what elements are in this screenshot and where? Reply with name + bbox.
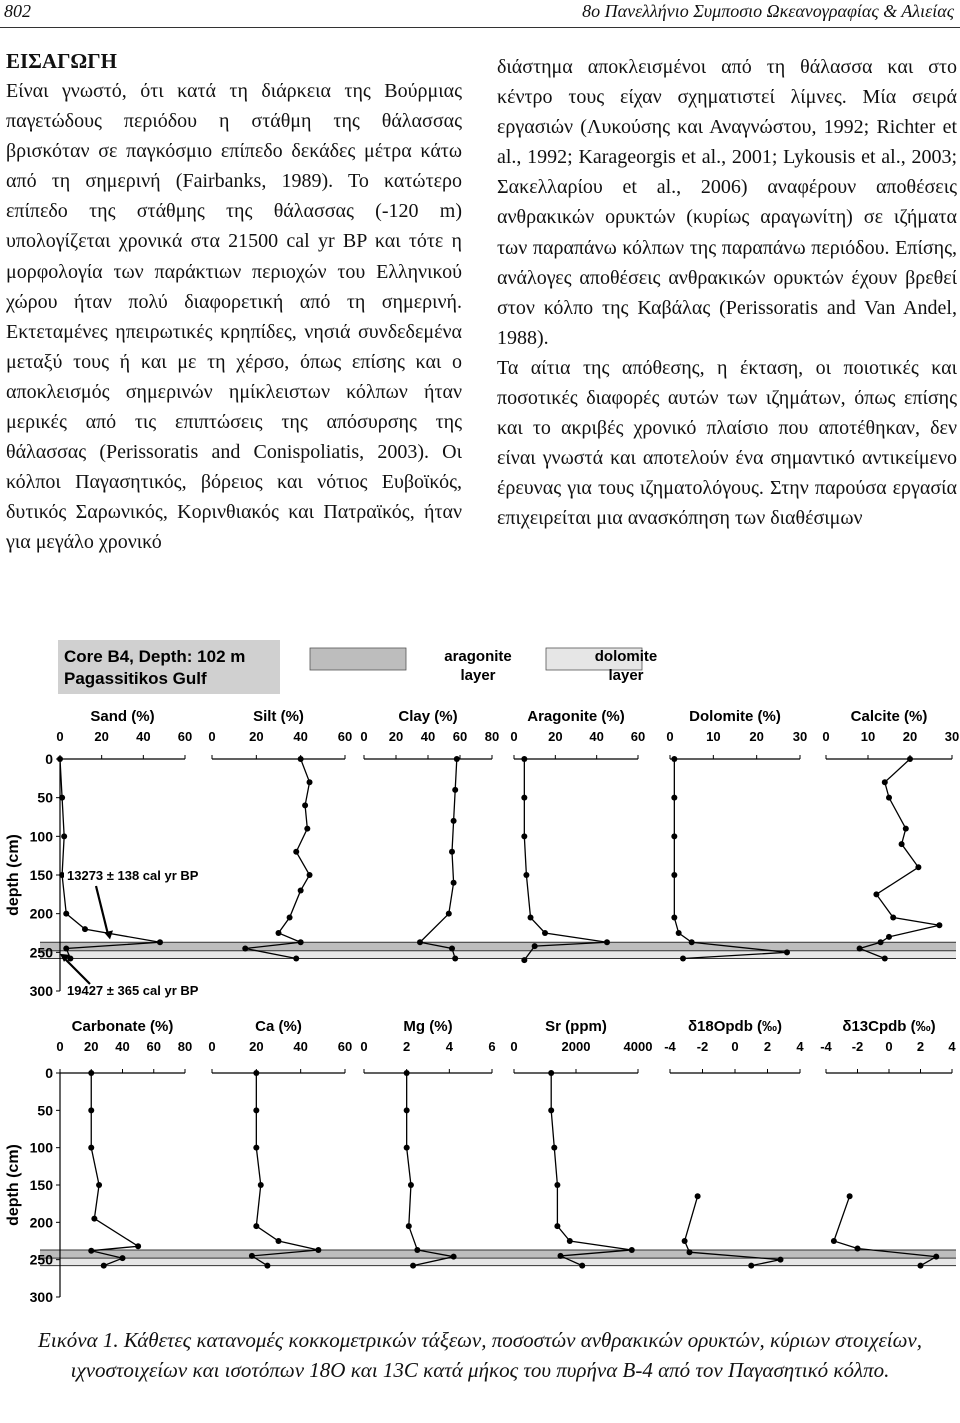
data-point: [91, 1216, 97, 1222]
data-point: [903, 826, 909, 832]
panel-tick-label: 60: [337, 1039, 353, 1054]
panel-tick-label: 40: [293, 729, 308, 744]
data-point: [523, 872, 529, 878]
panel-tick-label: 20: [548, 729, 563, 744]
data-point: [406, 1223, 412, 1229]
series-line: [252, 1073, 319, 1266]
legend-label: layer: [608, 667, 644, 684]
chart-subtitle: Pagassitikos Gulf: [64, 669, 207, 688]
data-point: [899, 841, 905, 847]
panel-title: Sr (ppm): [545, 1018, 607, 1035]
depth-tick-label: 100: [29, 1139, 53, 1156]
panel-tick-label: 60: [146, 1039, 161, 1054]
data-point: [604, 939, 610, 945]
right-paragraph-2: Τα αίτια της απόθεσης, η έκταση, οι ποιοτικές και ποσοτικές διαφορές αυτών των ιζημάτων, όπως επίσης και το ακριβές χρονικό πλαίσιο που αποτέθηκαν, δεν είναι γνωστά και αποτελούν ένα σημαντικό αντικείμενο έρευνας για τους ιζηματολόγους. Στην παρούσα εργασία επιχειρείται μια ανασκόπηση των διαθέσιμων: [497, 356, 957, 530]
data-point: [687, 1249, 693, 1255]
depth-tick-label: 150: [29, 1177, 53, 1193]
figure-core-profiles: [0, 628, 960, 1318]
series-line: [407, 1073, 454, 1266]
panel-tick-label: 0: [360, 1039, 368, 1054]
data-point: [88, 1107, 94, 1113]
page-header: [0, 0, 960, 26]
data-point: [936, 922, 942, 928]
panel-tick-label: 4: [445, 1039, 453, 1054]
series-line: [551, 1073, 632, 1266]
data-point: [831, 1238, 837, 1244]
panel-tick-label: -4: [664, 1039, 676, 1054]
data-point: [276, 1238, 282, 1244]
age-annotation: 19427 ± 365 cal yr BP: [67, 983, 199, 998]
depth-axis-label: depth (cm): [5, 1144, 22, 1226]
data-point: [253, 1223, 259, 1229]
panel-tick-label: 20: [249, 1039, 264, 1054]
data-point: [878, 939, 884, 945]
data-point: [551, 1145, 557, 1151]
data-point: [890, 915, 896, 921]
depth-tick-label: 200: [29, 905, 53, 922]
data-point: [451, 1254, 457, 1260]
right-paragraph-1: διάστημα αποκλεισμένοι από τη θάλασσα και στο κέντρο τους είχαν σχηματιστεί λίμνες. Μία σειρά εργασιών (Λυκούσης και Αναγνώστου, 1992; Richter et al., 1992; Karageorgis et al., 2001; Lykousis et al., 2003; Σακελλαρίου et al., 2006) αναφέρουν αποθέσεις ανθρακικών ορυκτών (κυρίως αραγωνίτη) σε ιζήματα των παραπάνω κόλπων της παραπάνω περιόδου. Επίσης, ανάλογες αποθέσεις ανθρακικών ορυκτών έχουν βρεθεί στον κόλπο της Καβάλας (Perissoratis and Van Andel, 1988).: [497, 56, 957, 349]
section-heading: ΕΙΣΑΓΩΓΗ: [6, 49, 117, 73]
panel-title: Clay (%): [398, 708, 458, 725]
data-point: [101, 1263, 107, 1269]
panel-title: Carbonate (%): [71, 1018, 174, 1035]
data-point: [61, 833, 67, 839]
panel-tick-label: 40: [420, 729, 436, 744]
panel-title: δ13Cpdb (‰): [842, 1018, 936, 1035]
annotation-arrowhead: [104, 930, 113, 939]
data-point: [135, 1243, 141, 1249]
panel-tick-label: 40: [589, 729, 604, 744]
panel-tick-label: 0: [885, 1039, 893, 1054]
data-point: [276, 930, 282, 936]
panel-tick-label: 6: [488, 1039, 496, 1054]
panel-tick-label: 60: [337, 729, 353, 744]
panel-tick-label: 20: [249, 729, 264, 744]
data-point: [63, 945, 69, 951]
data-point: [521, 795, 527, 801]
data-point: [886, 934, 892, 940]
data-point: [452, 787, 458, 793]
panel-tick-label: 30: [792, 729, 808, 744]
age-annotation: 13273 ± 138 cal yr BP: [67, 868, 199, 883]
panel-title: Sand (%): [90, 708, 155, 725]
data-point: [671, 833, 677, 839]
data-point: [847, 1193, 853, 1199]
panel-tick-label: 2000: [561, 1039, 591, 1054]
series-line: [245, 759, 309, 959]
data-point: [548, 1107, 554, 1113]
data-point: [404, 1070, 410, 1076]
data-point: [449, 849, 455, 855]
data-point: [298, 756, 304, 762]
data-point: [287, 915, 293, 921]
data-point: [408, 1182, 414, 1188]
data-point: [933, 1254, 939, 1260]
panel-tick-label: 80: [177, 1039, 193, 1054]
data-point: [676, 930, 682, 936]
panel-tick-label: 0: [56, 1039, 64, 1054]
depth-tick-label: 50: [37, 789, 53, 806]
panel-tick-label: 80: [484, 729, 500, 744]
data-point: [554, 1223, 560, 1229]
panel-tick-label: 10: [860, 729, 876, 744]
data-point: [414, 1247, 420, 1253]
panel-tick-label: 0: [56, 729, 64, 744]
data-point: [88, 1145, 94, 1151]
data-point: [918, 1263, 924, 1269]
panel-tick-label: 60: [452, 729, 468, 744]
depth-tick-label: 0: [45, 751, 53, 767]
data-point: [567, 1238, 573, 1244]
data-point: [558, 1253, 564, 1259]
data-point: [671, 915, 677, 921]
header-rule: [0, 27, 960, 28]
panel-tick-label: 20: [902, 729, 918, 744]
data-point: [452, 956, 458, 962]
panel-tick-label: 2: [916, 1039, 925, 1054]
panel-tick-label: -4: [820, 1039, 832, 1054]
data-point: [293, 849, 299, 855]
data-point: [59, 795, 65, 801]
panel-tick-label: 0: [208, 729, 216, 744]
panel-tick-label: -2: [851, 1039, 864, 1054]
data-point: [298, 887, 304, 893]
data-point: [253, 1145, 259, 1151]
left-column: [6, 48, 462, 558]
data-point: [298, 939, 304, 945]
data-point: [521, 957, 527, 963]
data-point: [689, 939, 695, 945]
chart-title: Core B4, Depth: 102 m: [64, 647, 246, 666]
data-point: [671, 795, 677, 801]
panel-title: Aragonite (%): [527, 708, 625, 725]
panel-title: Mg (%): [403, 1018, 453, 1035]
panel-tick-label: 10: [706, 729, 721, 744]
data-point: [304, 826, 310, 832]
dolomite-layer-band: [40, 951, 956, 959]
aragonite-layer-band: [40, 942, 956, 951]
data-point: [629, 1247, 635, 1253]
data-point: [82, 926, 88, 932]
panel-tick-label: 2: [403, 1039, 411, 1054]
data-point: [307, 779, 313, 785]
series-line: [420, 759, 457, 959]
data-point: [873, 891, 879, 897]
panel-tick-label: 0: [208, 1039, 216, 1054]
panel-tick-label: 60: [177, 729, 193, 744]
data-point: [249, 1253, 255, 1259]
data-point: [680, 956, 686, 962]
data-point: [404, 1107, 410, 1113]
depth-tick-label: 300: [29, 1289, 53, 1305]
aragonite-layer-band: [40, 1250, 956, 1258]
depth-tick-label: 300: [29, 983, 53, 999]
panel-tick-label: 0: [510, 1039, 518, 1054]
data-point: [695, 1193, 701, 1199]
page-number: 802: [4, 1, 31, 21]
depth-tick-label: 0: [45, 1065, 53, 1081]
data-point: [307, 872, 313, 878]
panel-tick-label: 40: [293, 1039, 308, 1054]
data-point: [542, 930, 548, 936]
data-point: [454, 756, 460, 762]
data-point: [882, 956, 888, 962]
data-point: [63, 911, 69, 917]
data-point: [449, 945, 455, 951]
data-point: [253, 1070, 259, 1076]
panel-title: Calcite (%): [850, 708, 928, 725]
data-point: [410, 1263, 416, 1269]
data-point: [907, 756, 913, 762]
depth-tick-label: 100: [29, 828, 53, 845]
data-point: [451, 880, 457, 886]
panel-tick-label: -2: [696, 1039, 709, 1054]
data-point: [579, 1263, 585, 1269]
data-point: [671, 756, 677, 762]
right-column: [497, 52, 957, 534]
data-point: [417, 939, 423, 945]
depth-tick-label: 50: [37, 1102, 53, 1119]
panel-tick-label: 30: [944, 729, 960, 744]
panel-tick-label: 20: [94, 729, 109, 744]
data-point: [554, 1182, 560, 1188]
data-point: [302, 802, 308, 808]
depth-axis-label: depth (cm): [5, 834, 22, 916]
panel-tick-label: 40: [136, 729, 151, 744]
intro-paragraph: Είναι γνωστό, ότι κατά τη διάρκεια της Βούρμιας παγετώδους περιόδου η στάθμη της θάλασσας βρισκόταν σε παγκόσμιο επίπεδο δεκάδες μέτρα κάτω από τη σημερινή (Fairbanks, 1989). Το κατώτερο επίπεδο της στάθμης της θάλασσας (-120 m) υπολογίζεται χρονικά στα 21500 cal yr BP και τότε η μορφολογία των παράκτιων περιοχών του Ελληνικού χώρου ήταν πολύ διαφορετική από τη σημερινή. Εκτεταμένες ηπειρωτικές κρηπίδες, νησιά συνδεδεμένα μεταξύ τους ή και με τη χέρσο, όπως επίσης και ο αποκλεισμός σημερινών ημίκλειστων κόλπων ήταν μερικές από τις επιπτώσεις της απόσυρσης της θάλασσας (Perissoratis and Conispoliatis, 2003). Οι κόλποι Παγασητικός, βόρειος και νότιος Ευβοϊκός, δυτικός Σαρωνικός, Κορινθιακός και Πατραϊκός, ήταν για μεγάλο χρονικό: [6, 80, 462, 554]
panel-tick-label: 4000: [623, 1039, 653, 1054]
data-point: [682, 1238, 688, 1244]
data-point: [784, 949, 790, 955]
depth-tick-label: 250: [29, 944, 53, 961]
panel-tick-label: 0: [666, 729, 674, 744]
legend-swatch: [310, 648, 406, 670]
panel-tick-label: 60: [630, 729, 646, 744]
conference-title: 8ο Πανελλήνιο Συμποσιο Ωκεανογραφίας & Αλιείας: [582, 1, 954, 21]
dolomite-layer-band: [40, 1258, 956, 1265]
depth-tick-label: 150: [29, 867, 53, 883]
data-point: [748, 1263, 754, 1269]
data-point: [315, 1247, 321, 1253]
panel-tick-label: 0: [360, 729, 368, 744]
data-point: [548, 1070, 554, 1076]
panel-tick-label: 20: [388, 729, 404, 744]
data-point: [671, 872, 677, 878]
data-point: [778, 1257, 784, 1263]
data-point: [96, 1182, 102, 1188]
data-point: [88, 1070, 94, 1076]
panel-tick-label: 0: [510, 729, 518, 744]
data-point: [88, 1248, 94, 1254]
panel-title: δ18Opdb (‰): [687, 1018, 783, 1035]
figure-caption: [8, 1325, 952, 1385]
data-point: [532, 943, 538, 949]
panel-tick-label: 0: [822, 729, 830, 744]
data-point: [451, 818, 457, 824]
annotation-arrow: [96, 886, 108, 934]
caption-label: Εικόνα 1.: [38, 1328, 119, 1352]
panel-tick-label: 40: [115, 1039, 130, 1054]
panel-title: Dolomite (%): [689, 708, 781, 725]
data-point: [258, 1182, 264, 1188]
data-point: [293, 956, 299, 962]
panel-title: Ca (%): [255, 1018, 302, 1035]
data-point: [855, 1245, 861, 1251]
data-point: [521, 833, 527, 839]
series-line: [91, 1073, 138, 1266]
series-line: [524, 759, 607, 960]
legend-label: aragonite: [444, 648, 512, 665]
caption-text: Κάθετες κατανομές κοκκομετρικών τάξεων, ποσοστών ανθρακικών ορυκτών, κύριων στοιχείων, ιχνοστοιχείων και ισοτόπων 18Ο και 13C κατά μήκος του πυρήνα Β-4 από τον Παγασητικό κόλπο.: [70, 1328, 922, 1382]
data-point: [528, 915, 534, 921]
depth-tick-label: 200: [29, 1214, 53, 1231]
panel-tick-label: 0: [731, 1039, 739, 1054]
panel-title: Silt (%): [253, 708, 304, 725]
series-line: [60, 759, 160, 959]
data-point: [882, 779, 888, 785]
data-point: [120, 1255, 126, 1261]
data-point: [446, 911, 452, 917]
depth-tick-label: 250: [29, 1251, 53, 1268]
panel-tick-label: 20: [749, 729, 764, 744]
data-point: [857, 945, 863, 951]
data-point: [242, 945, 248, 951]
series-line: [674, 759, 787, 959]
series-line: [860, 759, 940, 959]
data-point: [57, 756, 63, 762]
data-point: [264, 1263, 270, 1269]
panel-tick-label: 4: [948, 1039, 956, 1054]
data-point: [521, 756, 527, 762]
data-point: [404, 1145, 410, 1151]
panel-tick-label: 20: [84, 1039, 99, 1054]
legend-label: dolomite: [594, 648, 658, 665]
data-point: [253, 1107, 259, 1113]
panel-tick-label: 4: [796, 1039, 804, 1054]
data-point: [157, 939, 163, 945]
data-point: [915, 864, 921, 870]
legend-label: layer: [460, 667, 496, 684]
annotation-arrow: [62, 956, 90, 984]
panel-tick-label: 2: [763, 1039, 772, 1054]
data-point: [886, 795, 892, 801]
